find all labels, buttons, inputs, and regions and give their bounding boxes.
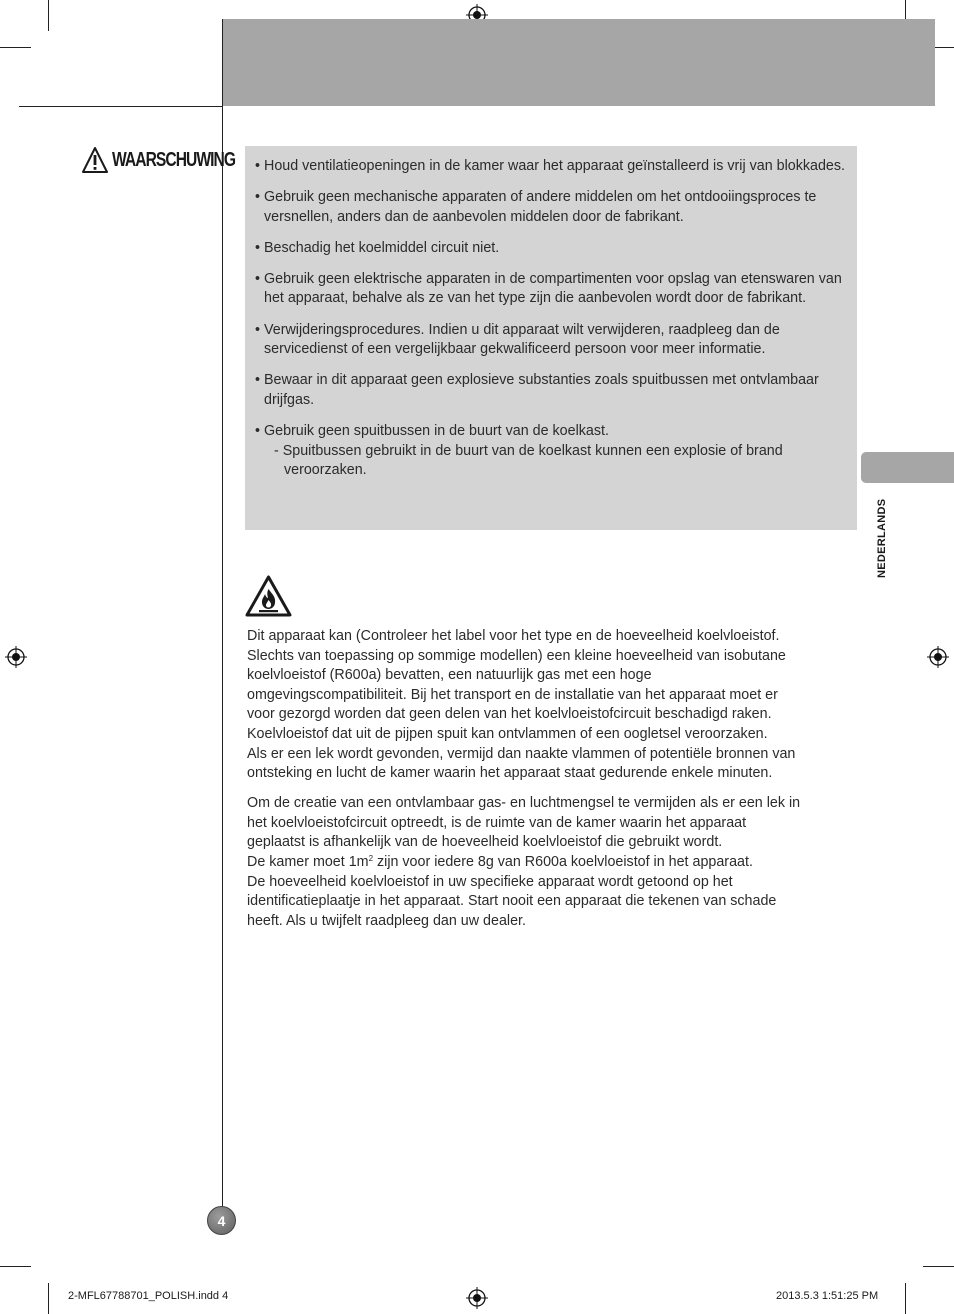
crop-mark: [905, 1283, 906, 1314]
warning-heading: [82, 146, 270, 174]
warning-triangle-icon: [82, 146, 108, 174]
flammable-triangle-icon: [245, 575, 292, 617]
list-item: • Beschadig het koelmiddel circuit niet.: [255, 239, 500, 256]
crop-mark: [48, 1283, 49, 1314]
registration-mark-icon: [927, 646, 949, 668]
crop-mark: [0, 1266, 31, 1267]
margin-rule: [222, 19, 223, 1222]
crop-mark: [48, 0, 49, 31]
header-rule: [19, 106, 222, 107]
language-tab: [861, 452, 954, 483]
paragraph: Dit apparaat kan (Controleer het label voor het type en de hoeveelheid koelvloeistof. Slechts van toepassing op sommige modellen) een kleine hoeveelheid van isobutane koelvloeistof (R600a) bevatten, een natuurlijk gas met een hoge omgevingscompatibiliteit. Bij het transport en de installatie van het apparaat moet er voor gezorgd worden dat geen delen van het koelvloeistofcircuit beschadigd raken. Koelvloeistof dat uit de pijpen spuit kan ontvlammen of een oogletsel veroorzaken. Als er een lek wordt gevonden, vermijd dan naakte vlammen of potentiële bronnen van ontsteking en lucht de kamer waarin het apparaat staat gedurende enkele minuten.: [247, 628, 796, 782]
refrigerant-info: [247, 627, 857, 942]
room-size-line: De kamer moet $1m^2$ zijn voor iedere 8g van R600a koelvloeistof in het apparaat.: [247, 854, 753, 871]
list-item: • Gebruik geen spuitbussen in de buurt van de koelkast. - Spuitbussen gebruikt in de buurt van de koelkast kunnen een explosie of brand veroorzaken.: [255, 422, 847, 481]
paragraph: Om de creatie van een ontvlambaar gas- en luchtmengsel te vermijden als er een lek in het koelvloeistofcircuit optreedt, is de ruimte van de kamer waarin het apparaat geplaatst is afhankelijk van de hoeveelheid koelvloeistof die gebruikt wordt. De kamer moet $1m^2$ zijn voor iedere 8g van R600a koelvloeistof in het apparaat. De hoeveelheid koelvloeistof in uw specifieke apparaat wordt getoond op het identificatieplaatje in het apparaat. Start nooit een apparaat die tekenen van schade heeft. Als u twijfelt raadpleeg dan uw dealer.: [247, 794, 857, 931]
list-item: • Houd ventilatieopeningen in de kamer waar het apparaat geïnstalleerd is vrij van blokkades.: [255, 158, 845, 174]
warning-title: WAARSCHUWING: [112, 148, 236, 171]
header-band: [222, 19, 935, 106]
registration-mark-icon: [466, 1287, 488, 1309]
list-item: • Verwijderingsprocedures. Indien u dit apparaat wilt verwijderen, raadpleeg dan de servicedienst of een vergelijkbaar gekwalificeerd persoon voor meer informatie.: [255, 321, 780, 358]
registration-mark-icon: [5, 646, 27, 668]
footer-file-name: 2-MFL67788701_POLISH.indd 4: [68, 1290, 229, 1302]
list-item: • Gebruik geen mechanische apparaten of andere middelen om het ontdooiingsproces te versnellen, anders dan de aanbevolen middelen door de fabrikant.: [255, 189, 817, 225]
footer-datetime: 2013.5.3 1:51:25 PM: [776, 1290, 879, 1302]
warning-box: [245, 146, 857, 530]
list-item: • Bewaar in dit apparaat geen explosieve substanties zoals spuitbussen met ontvlambaar drijfgas.: [255, 372, 819, 408]
language-label: NEDERLANDS: [876, 498, 888, 578]
warning-list: [255, 157, 847, 481]
crop-mark: [923, 1266, 954, 1267]
list-item: • Gebruik geen elektrische apparaten in de compartimenten voor opslag van etenswaren van het apparaat, behalve als ze van het type zijn die aanbevolen wordt door de fabrikant.: [255, 270, 842, 307]
page-number: 4: [207, 1206, 236, 1235]
crop-mark: [0, 47, 31, 48]
list-sub-item: - Spuitbussen gebruikt in de buurt van de koelkast kunnen een explosie of brand veroorzaken.: [274, 442, 783, 479]
